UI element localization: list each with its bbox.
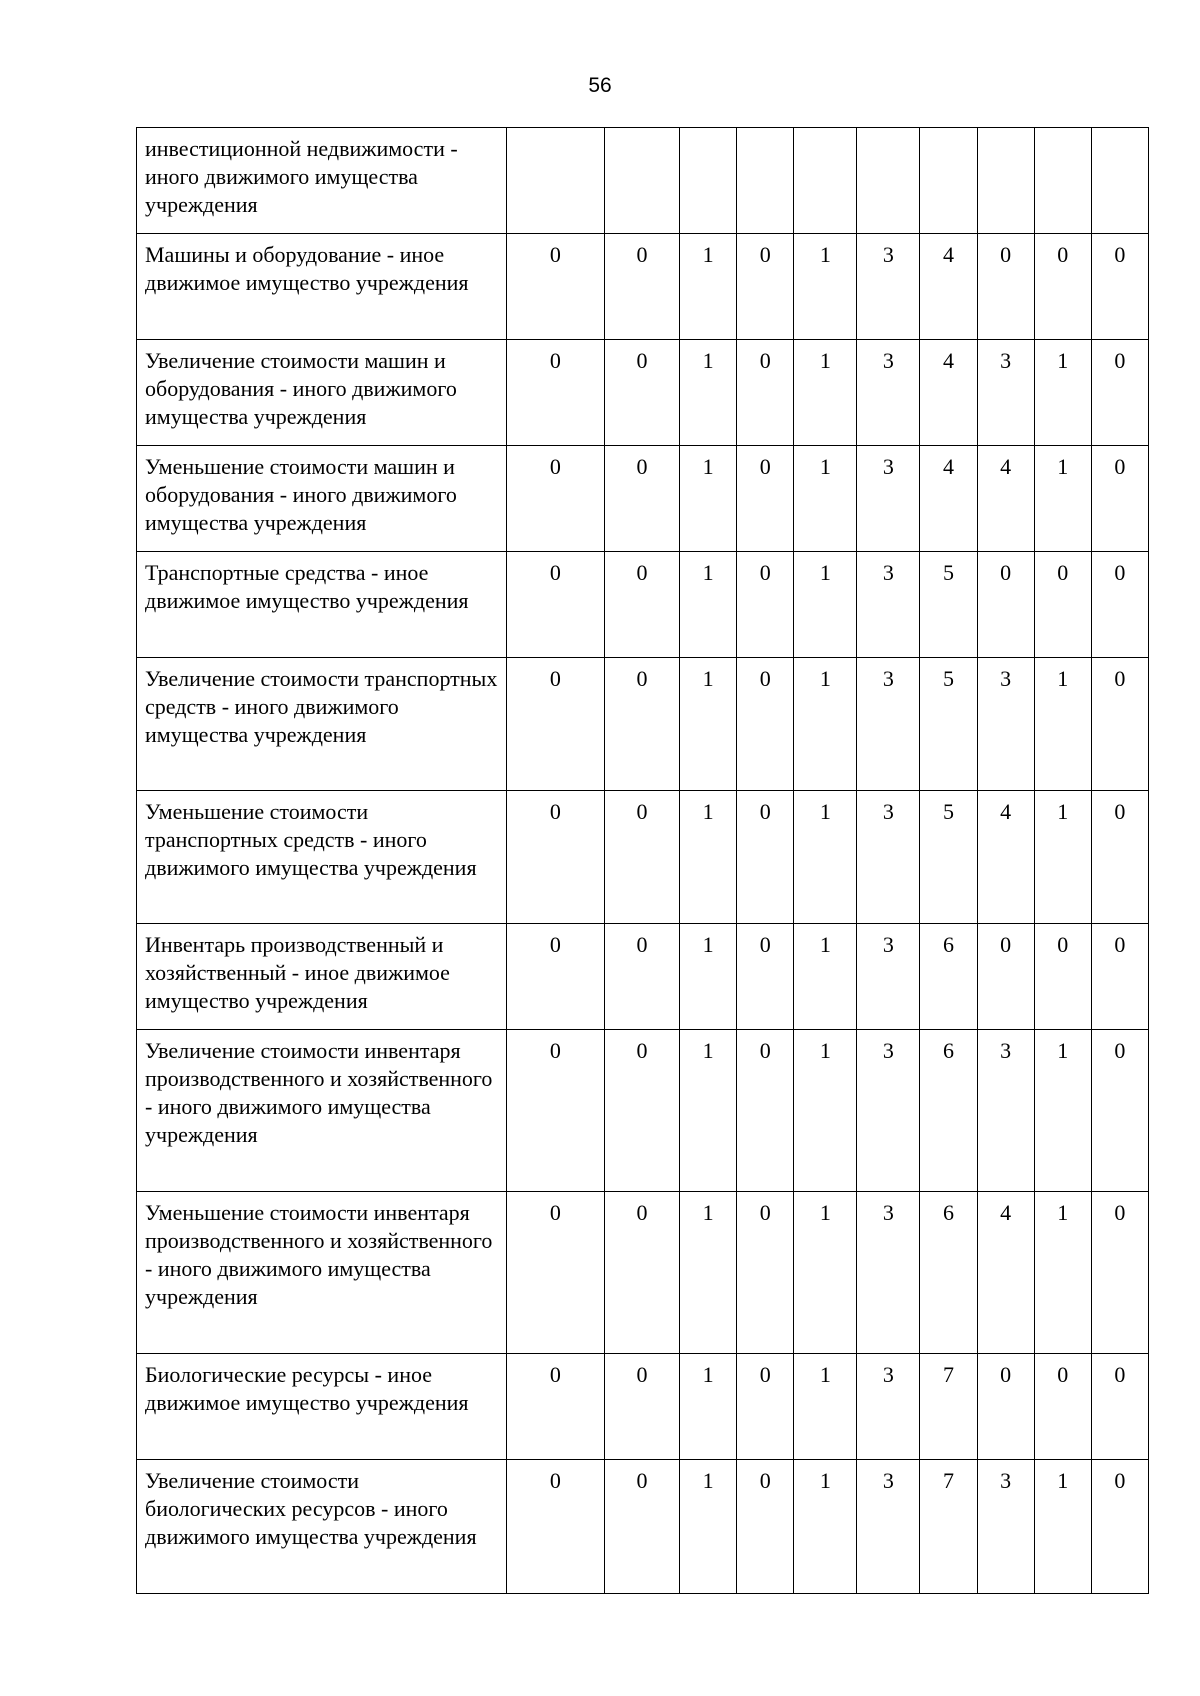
code-digit-cell: 0 bbox=[1034, 1354, 1091, 1460]
code-digit-cell: 1 bbox=[1034, 1460, 1091, 1594]
code-digit-cell: 5 bbox=[920, 552, 977, 658]
account-name-cell: Биологические ресурсы - иное движимое имущество учреждения bbox=[137, 1354, 507, 1460]
code-digit-cell: 3 bbox=[977, 658, 1034, 791]
code-digit-cell bbox=[1034, 128, 1091, 234]
code-digit-cell: 0 bbox=[737, 340, 794, 446]
code-digit-cell: 0 bbox=[604, 340, 679, 446]
account-name-cell: Инвентарь производственный и хозяйственный - иное движимое имущество учреждения bbox=[137, 924, 507, 1030]
code-digit-cell: 0 bbox=[737, 658, 794, 791]
code-digit-cell: 0 bbox=[1091, 1354, 1148, 1460]
code-digit-cell: 0 bbox=[604, 924, 679, 1030]
code-digit-cell: 0 bbox=[977, 552, 1034, 658]
code-digit-cell: 0 bbox=[1034, 234, 1091, 340]
account-name-cell: Уменьшение стоимости транспортных средств - иного движимого имущества учреждения bbox=[137, 791, 507, 924]
code-digit-cell: 1 bbox=[1034, 446, 1091, 552]
code-digit-cell: 0 bbox=[604, 1192, 679, 1354]
code-digit-cell: 1 bbox=[1034, 791, 1091, 924]
code-digit-cell: 0 bbox=[604, 552, 679, 658]
code-digit-cell: 0 bbox=[1091, 552, 1148, 658]
table-row bbox=[137, 128, 1149, 234]
code-digit-cell: 3 bbox=[857, 552, 920, 658]
code-digit-cell: 3 bbox=[857, 1354, 920, 1460]
code-digit-cell: 4 bbox=[977, 1192, 1034, 1354]
code-digit-cell: 0 bbox=[506, 1460, 604, 1594]
code-digit-cell: 1 bbox=[680, 1030, 737, 1192]
code-digit-cell: 1 bbox=[794, 1354, 857, 1460]
code-digit-cell: 3 bbox=[977, 340, 1034, 446]
code-digit-cell bbox=[920, 128, 977, 234]
code-digit-cell: 0 bbox=[737, 1354, 794, 1460]
code-digit-cell: 1 bbox=[1034, 1192, 1091, 1354]
code-digit-cell: 1 bbox=[794, 340, 857, 446]
code-digit-cell: 1 bbox=[680, 791, 737, 924]
code-digit-cell: 0 bbox=[1091, 234, 1148, 340]
table-row bbox=[137, 234, 1149, 340]
code-digit-cell: 0 bbox=[604, 791, 679, 924]
account-name-cell: Уменьшение стоимости машин и оборудования - иного движимого имущества учреждения bbox=[137, 446, 507, 552]
code-digit-cell: 1 bbox=[680, 924, 737, 1030]
code-digit-cell: 1 bbox=[1034, 658, 1091, 791]
code-digit-cell: 4 bbox=[920, 234, 977, 340]
code-digit-cell: 4 bbox=[920, 446, 977, 552]
code-digit-cell: 3 bbox=[857, 234, 920, 340]
code-digit-cell: 0 bbox=[737, 924, 794, 1030]
code-digit-cell: 0 bbox=[506, 446, 604, 552]
code-digit-cell: 3 bbox=[857, 658, 920, 791]
code-digit-cell: 0 bbox=[604, 658, 679, 791]
table-row bbox=[137, 924, 1149, 1030]
code-digit-cell: 0 bbox=[737, 234, 794, 340]
code-digit-cell: 1 bbox=[680, 340, 737, 446]
code-digit-cell: 0 bbox=[977, 234, 1034, 340]
code-digit-cell: 0 bbox=[506, 1192, 604, 1354]
code-digit-cell: 0 bbox=[506, 1030, 604, 1192]
code-digit-cell: 0 bbox=[1091, 1030, 1148, 1192]
code-digit-cell: 3 bbox=[977, 1460, 1034, 1594]
table-body bbox=[137, 128, 1149, 1594]
code-digit-cell bbox=[604, 128, 679, 234]
code-digit-cell: 1 bbox=[680, 1460, 737, 1594]
code-digit-cell: 6 bbox=[920, 1030, 977, 1192]
code-digit-cell: 4 bbox=[920, 340, 977, 446]
account-name-cell: Увеличение стоимости транспортных средств - иного движимого имущества учреждения bbox=[137, 658, 507, 791]
code-digit-cell: 0 bbox=[604, 234, 679, 340]
code-digit-cell: 0 bbox=[506, 791, 604, 924]
code-digit-cell: 0 bbox=[1091, 446, 1148, 552]
code-digit-cell: 0 bbox=[737, 1460, 794, 1594]
code-digit-cell: 0 bbox=[737, 1030, 794, 1192]
code-digit-cell: 1 bbox=[794, 1460, 857, 1594]
code-digit-cell: 0 bbox=[1091, 924, 1148, 1030]
code-digit-cell bbox=[737, 128, 794, 234]
account-name-cell: Увеличение стоимости биологических ресурсов - иного движимого имущества учреждения bbox=[137, 1460, 507, 1594]
code-digit-cell: 7 bbox=[920, 1460, 977, 1594]
code-digit-cell: 3 bbox=[857, 1192, 920, 1354]
code-digit-cell: 0 bbox=[506, 658, 604, 791]
table-row bbox=[137, 552, 1149, 658]
code-digit-cell: 1 bbox=[680, 446, 737, 552]
code-digit-cell: 0 bbox=[604, 1460, 679, 1594]
code-digit-cell: 1 bbox=[1034, 1030, 1091, 1192]
code-digit-cell: 6 bbox=[920, 924, 977, 1030]
code-digit-cell: 0 bbox=[506, 234, 604, 340]
code-digit-cell bbox=[977, 128, 1034, 234]
account-name-cell: инвестиционной недвижимости - иного движимого имущества учреждения bbox=[137, 128, 507, 234]
code-digit-cell: 0 bbox=[604, 446, 679, 552]
code-digit-cell: 1 bbox=[794, 658, 857, 791]
code-digit-cell: 1 bbox=[680, 658, 737, 791]
code-digit-cell: 1 bbox=[680, 234, 737, 340]
code-digit-cell: 0 bbox=[1034, 924, 1091, 1030]
code-digit-cell: 5 bbox=[920, 791, 977, 924]
table-row bbox=[137, 1192, 1149, 1354]
code-digit-cell: 4 bbox=[977, 446, 1034, 552]
code-digit-cell: 0 bbox=[1091, 1460, 1148, 1594]
account-name-cell: Увеличение стоимости машин и оборудования - иного движимого имущества учреждения bbox=[137, 340, 507, 446]
account-name-cell: Увеличение стоимости инвентаря производственного и хозяйственного - иного движимого имущества учреждения bbox=[137, 1030, 507, 1192]
code-digit-cell: 3 bbox=[857, 1460, 920, 1594]
table-row bbox=[137, 340, 1149, 446]
code-digit-cell: 7 bbox=[920, 1354, 977, 1460]
code-digit-cell bbox=[506, 128, 604, 234]
code-digit-cell: 0 bbox=[737, 1192, 794, 1354]
code-digit-cell: 0 bbox=[1091, 340, 1148, 446]
account-name-cell: Уменьшение стоимости инвентаря производственного и хозяйственного - иного движимого имущества учреждения bbox=[137, 1192, 507, 1354]
code-digit-cell: 1 bbox=[794, 446, 857, 552]
code-digit-cell: 6 bbox=[920, 1192, 977, 1354]
code-digit-cell: 1 bbox=[794, 234, 857, 340]
code-digit-cell: 0 bbox=[737, 552, 794, 658]
code-digit-cell: 0 bbox=[977, 924, 1034, 1030]
code-digit-cell: 0 bbox=[1034, 552, 1091, 658]
code-digit-cell: 1 bbox=[794, 1030, 857, 1192]
code-digit-cell bbox=[857, 128, 920, 234]
code-digit-cell: 0 bbox=[1091, 1192, 1148, 1354]
code-digit-cell: 1 bbox=[794, 552, 857, 658]
code-digit-cell: 0 bbox=[506, 552, 604, 658]
code-digit-cell: 0 bbox=[506, 1354, 604, 1460]
table-row bbox=[137, 446, 1149, 552]
code-digit-cell bbox=[680, 128, 737, 234]
page-number: 56 bbox=[588, 74, 612, 97]
code-digit-cell: 0 bbox=[737, 446, 794, 552]
table-row bbox=[137, 1030, 1149, 1192]
code-digit-cell: 0 bbox=[1091, 658, 1148, 791]
code-digit-cell: 1 bbox=[794, 924, 857, 1030]
code-digit-cell: 3 bbox=[857, 791, 920, 924]
account-name-cell: Машины и оборудование - иное движимое имущество учреждения bbox=[137, 234, 507, 340]
code-digit-cell: 3 bbox=[857, 446, 920, 552]
code-digit-cell bbox=[1091, 128, 1148, 234]
code-digit-cell: 4 bbox=[977, 791, 1034, 924]
code-digit-cell: 3 bbox=[857, 1030, 920, 1192]
code-digit-cell: 1 bbox=[680, 1354, 737, 1460]
table-row bbox=[137, 1460, 1149, 1594]
table-row bbox=[137, 791, 1149, 924]
code-digit-cell: 0 bbox=[977, 1354, 1034, 1460]
code-digit-cell: 1 bbox=[794, 1192, 857, 1354]
code-digit-cell: 1 bbox=[1034, 340, 1091, 446]
code-digit-cell: 0 bbox=[506, 924, 604, 1030]
code-digit-cell: 1 bbox=[794, 791, 857, 924]
table-row bbox=[137, 1354, 1149, 1460]
table-row bbox=[137, 658, 1149, 791]
code-digit-cell: 0 bbox=[506, 340, 604, 446]
code-digit-cell: 0 bbox=[604, 1030, 679, 1192]
code-digit-cell: 1 bbox=[680, 1192, 737, 1354]
code-digit-cell: 3 bbox=[977, 1030, 1034, 1192]
code-digit-cell: 3 bbox=[857, 340, 920, 446]
code-digit-cell: 1 bbox=[680, 552, 737, 658]
code-digit-cell: 0 bbox=[604, 1354, 679, 1460]
account-name-cell: Транспортные средства - иное движимое имущество учреждения bbox=[137, 552, 507, 658]
code-digit-cell: 0 bbox=[737, 791, 794, 924]
code-digit-cell bbox=[794, 128, 857, 234]
code-digit-cell: 3 bbox=[857, 924, 920, 1030]
code-digit-cell: 0 bbox=[1091, 791, 1148, 924]
code-digit-cell: 5 bbox=[920, 658, 977, 791]
accounts-table bbox=[136, 127, 1149, 1594]
